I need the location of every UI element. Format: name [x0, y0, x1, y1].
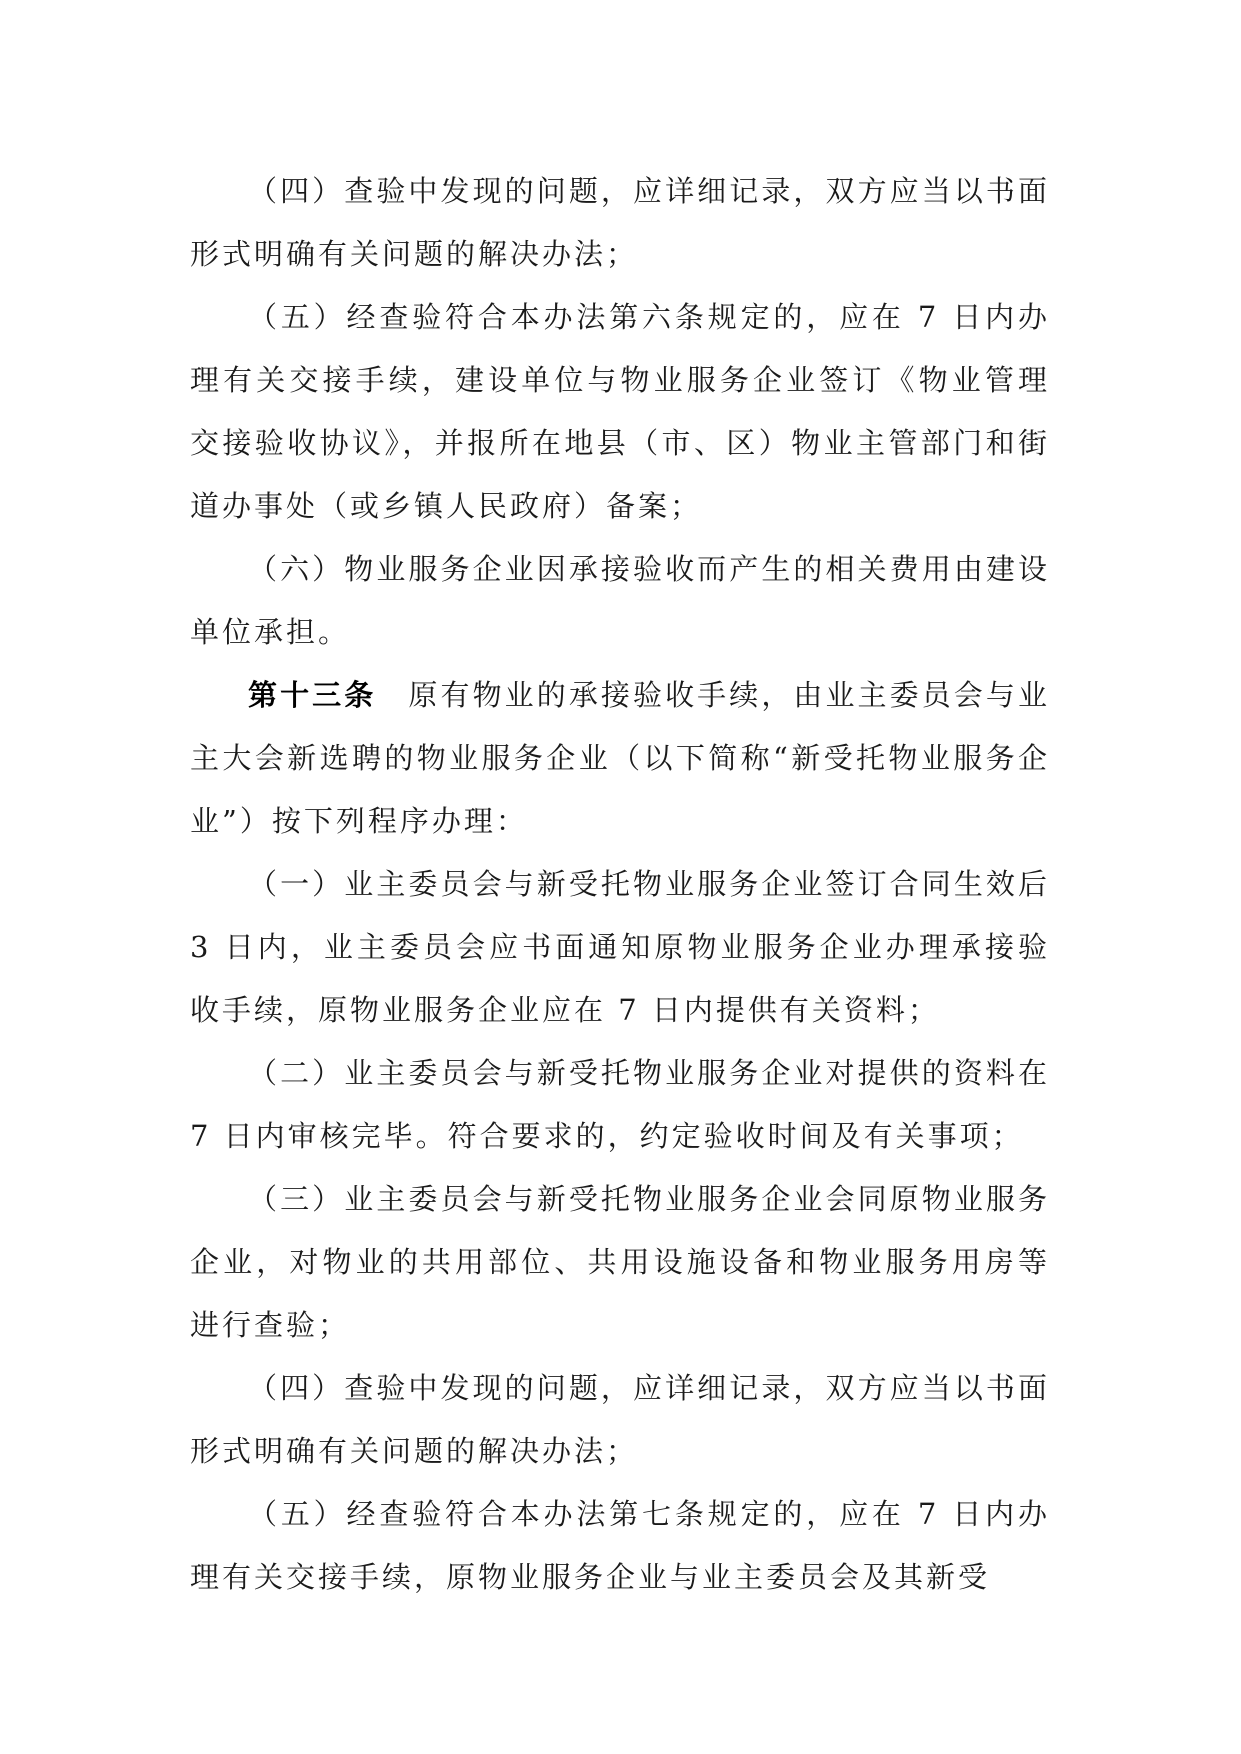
paragraph-item-6-costs [190, 538, 1050, 664]
paragraph-item-3-inspection [190, 1168, 1050, 1357]
article-heading: 第十三条 [248, 678, 377, 712]
paragraph-item-4-defects-second [190, 1357, 1050, 1483]
paragraph-item-5-handover [190, 286, 1050, 538]
paragraph-item-1-notice [190, 853, 1050, 1042]
article-13 [190, 664, 1050, 853]
paragraph-text: （三）业主委员会与新受托物业服务企业会同原物业服务企业，对物业的共用部位、共用设施设备和物业服务用房等进行查验； [190, 1182, 1050, 1342]
paragraph-text: （四）查验中发现的问题，应详细记录，双方应当以书面形式明确有关问题的解决办法； [190, 1371, 1050, 1468]
paragraph-text: 原有物业的承接验收手续，由业主委员会与业主大会新选聘的物业服务企业（以下简称“新受托物业服务企业”）按下列程序办理： [190, 678, 1050, 838]
paragraph-text: （四）查验中发现的问题，应详细记录，双方应当以书面形式明确有关问题的解决办法； [190, 174, 1050, 271]
paragraph-item-2-review [190, 1042, 1050, 1168]
paragraph-text: （一）业主委员会与新受托物业服务企业签订合同生效后 3 日内，业主委员会应书面通知原物业服务企业办理承接验收手续，原物业服务企业应在 7 日内提供有关资料； [190, 867, 1050, 1027]
document-body [190, 160, 1050, 1609]
paragraph-text: （五）经查验符合本办法第七条规定的，应在 7 日内办理有关交接手续，原物业服务企业与业主委员会及其新受 [190, 1497, 1050, 1594]
paragraph-text: （五）经查验符合本办法第六条规定的，应在 7 日内办理有关交接手续，建设单位与物业服务企业签订《物业管理交接验收协议》，并报所在地县（市、区）物业主管部门和街道办事处（或乡镇人民政府）备案； [190, 300, 1050, 523]
paragraph-text: （六）物业服务企业因承接验收而产生的相关费用由建设单位承担。 [190, 552, 1050, 649]
article-gap [376, 678, 408, 712]
paragraph-text: （二）业主委员会与新受托物业服务企业对提供的资料在 7 日内审核完毕。符合要求的，约定验收时间及有关事项； [190, 1056, 1050, 1153]
paragraph-item-4-defects [190, 160, 1050, 286]
paragraph-item-5-handover-second [190, 1483, 1050, 1609]
